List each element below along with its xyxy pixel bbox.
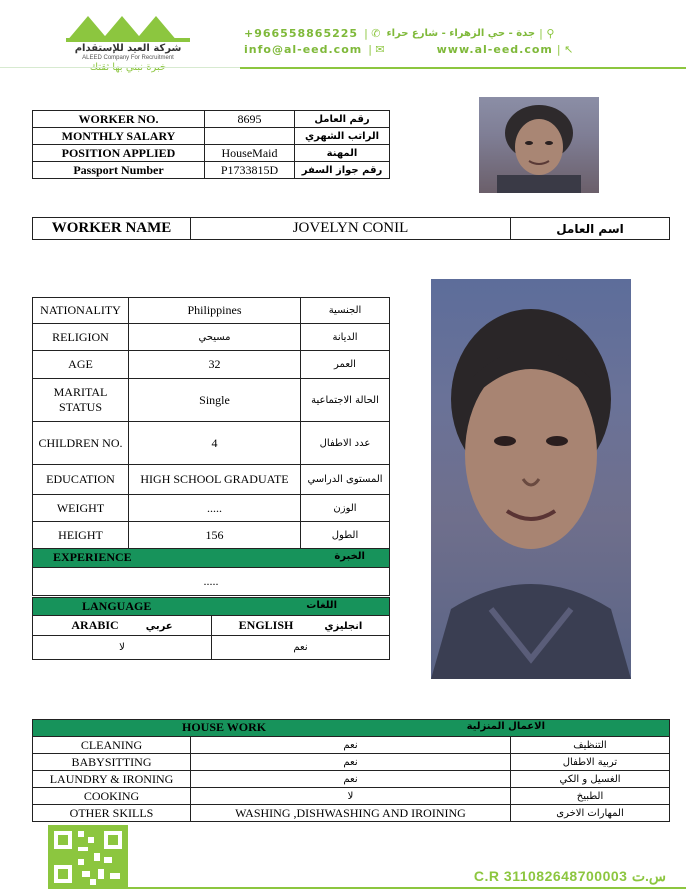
table-row <box>33 422 390 465</box>
marital-status-label: MARITAL STATUS <box>33 379 129 422</box>
house-work-header <box>32 719 670 737</box>
table-row <box>33 162 390 179</box>
age-label-ar: العمر <box>301 351 390 379</box>
table-row <box>33 145 390 162</box>
experience-label: EXPERIENCE <box>53 550 132 564</box>
laundry-value: نعم <box>191 771 511 788</box>
table-row <box>33 788 670 805</box>
table-row <box>33 324 390 351</box>
cleaning-value: نعم <box>191 737 511 754</box>
table-row <box>33 128 390 145</box>
height-label: HEIGHT <box>33 522 129 550</box>
location-icon: | ⚲ <box>539 26 555 40</box>
table-row <box>33 771 670 788</box>
cooking-label-ar: الطبيخ <box>511 788 670 805</box>
portrait-small-icon <box>479 97 599 193</box>
house-work-table <box>32 736 670 822</box>
height-label-ar: الطول <box>301 522 390 550</box>
nationality-value: Philippines <box>129 298 301 324</box>
contact-line-1 <box>244 25 644 41</box>
cleaning-label: CLEANING <box>33 737 191 754</box>
table-row <box>33 616 390 636</box>
worker-no-label-ar: رقم العامل <box>295 111 390 128</box>
table-row <box>33 636 390 660</box>
children-label-ar: عدد الاطفال <box>301 422 390 465</box>
education-label: EDUCATION <box>33 465 129 495</box>
experience-box <box>32 568 390 596</box>
worker-no-label: WORKER NO. <box>33 111 205 128</box>
position-value: HouseMaid <box>205 145 295 162</box>
position-label-ar: المهنة <box>295 145 390 162</box>
worker-name-label: WORKER NAME <box>33 218 191 240</box>
table-row <box>33 737 670 754</box>
contact-line-2 <box>244 41 644 57</box>
worker-no-value: 8695 <box>205 111 295 128</box>
whatsapp-icon: | ✆ <box>364 26 381 40</box>
company-logo <box>58 14 198 70</box>
email: info@al-eed.com <box>244 42 363 56</box>
cleaning-label-ar: التنظيف <box>511 737 670 754</box>
table-row <box>33 298 390 324</box>
weight-label: WEIGHT <box>33 495 129 522</box>
language-header <box>32 597 390 616</box>
house-work-label-ar: الاعمال المنزلية <box>466 721 545 732</box>
table-row <box>33 754 670 771</box>
passport-label: Passport Number <box>33 162 205 179</box>
height-value: 156 <box>129 522 301 550</box>
arabic-label: ARABIC <box>71 618 119 632</box>
header-rule-left <box>0 67 240 68</box>
cooking-label: COOKING <box>33 788 191 805</box>
phone-number: +966558865225 <box>244 26 359 40</box>
portrait-large-icon <box>431 279 631 679</box>
religion-value: مسيحي <box>129 324 301 351</box>
pointer-icon: | ↖ <box>556 42 574 56</box>
table-row <box>33 351 390 379</box>
table-row <box>33 495 390 522</box>
nationality-label-ar: الجنسية <box>301 298 390 324</box>
position-label: POSITION APPLIED <box>33 145 205 162</box>
english-cell <box>212 616 390 636</box>
english-label-ar: انجليزي <box>324 621 363 632</box>
table-row <box>33 218 670 240</box>
religion-label-ar: الديانة <box>301 324 390 351</box>
table-row <box>33 805 670 822</box>
table-row <box>33 522 390 550</box>
religion-label: RELIGION <box>33 324 129 351</box>
babysitting-label-ar: تربية الاطفال <box>511 754 670 771</box>
nationality-label: NATIONALITY <box>33 298 129 324</box>
children-value: 4 <box>129 422 301 465</box>
header-rule <box>240 67 686 69</box>
table-row <box>33 111 390 128</box>
babysitting-value: نعم <box>191 754 511 771</box>
other-skills-value: WASHING ,DISHWASHING AND IROINING <box>191 805 511 822</box>
laundry-label-ar: الغسيل و الكي <box>511 771 670 788</box>
logo-mark-icon <box>58 14 198 44</box>
passport-label-ar: رقم جواز السفر <box>295 162 390 179</box>
babysitting-label: BABYSITTING <box>33 754 191 771</box>
other-skills-label: OTHER SKILLS <box>33 805 191 822</box>
education-value: HIGH SCHOOL GRADUATE <box>129 465 301 495</box>
english-label: ENGLISH <box>238 618 294 632</box>
laundry-label: LAUNDRY & IRONING <box>33 771 191 788</box>
worker-summary-table <box>32 110 390 179</box>
qr-code <box>48 825 128 889</box>
arabic-value: لا <box>33 636 212 660</box>
experience-header <box>32 548 390 568</box>
passport-value: P1733815D <box>205 162 295 179</box>
weight-label-ar: الوزن <box>301 495 390 522</box>
worker-details-table <box>32 297 390 550</box>
salary-label: MONTHLY SALARY <box>33 128 205 145</box>
language-label-ar: اللغات <box>306 600 337 611</box>
arabic-label-ar: عربي <box>145 621 173 632</box>
worker-name-table <box>32 217 670 240</box>
language-label: LANGUAGE <box>82 599 152 613</box>
marital-status-label-ar: الحالة الاجتماعية <box>301 379 390 422</box>
worker-name-label-ar: اسم العامل <box>511 218 670 240</box>
english-value: نعم <box>212 636 390 660</box>
table-row <box>33 465 390 495</box>
worker-photo-large <box>431 279 631 679</box>
house-work-label: HOUSE WORK <box>182 720 267 734</box>
arabic-cell <box>33 616 212 636</box>
experience-value: ..... <box>203 574 219 588</box>
website: www.al-eed.com <box>436 42 553 56</box>
salary-label-ar: الراتب الشهري <box>295 128 390 145</box>
qr-code-icon <box>48 825 128 889</box>
header <box>0 0 686 72</box>
marital-status-value: Single <box>129 379 301 422</box>
children-label: CHILDREN NO. <box>33 422 129 465</box>
table-row <box>33 379 390 422</box>
age-value: 32 <box>129 351 301 379</box>
company-name-ar: شركة العيد للإستقدام <box>74 43 182 54</box>
weight-value: ..... <box>129 495 301 522</box>
worker-photo-small <box>479 97 599 193</box>
worker-name-value: JOVELYN CONIL <box>191 218 511 240</box>
language-table <box>32 615 390 660</box>
address: جدة - حي الزهراء - شارع حراء <box>386 27 536 39</box>
experience-label-ar: الخبرة <box>334 551 365 562</box>
company-name-en: ALEED Company For Recruitment <box>82 55 174 61</box>
education-label-ar: المستوى الدراسي <box>301 465 390 495</box>
cooking-value: لا <box>191 788 511 805</box>
salary-value <box>205 128 295 145</box>
other-skills-label-ar: المهارات الاخرى <box>511 805 670 822</box>
age-label: AGE <box>33 351 129 379</box>
mail-icon: | ✉ <box>368 42 385 56</box>
commercial-register: C.R 311082648700003 س.ت <box>473 868 666 884</box>
